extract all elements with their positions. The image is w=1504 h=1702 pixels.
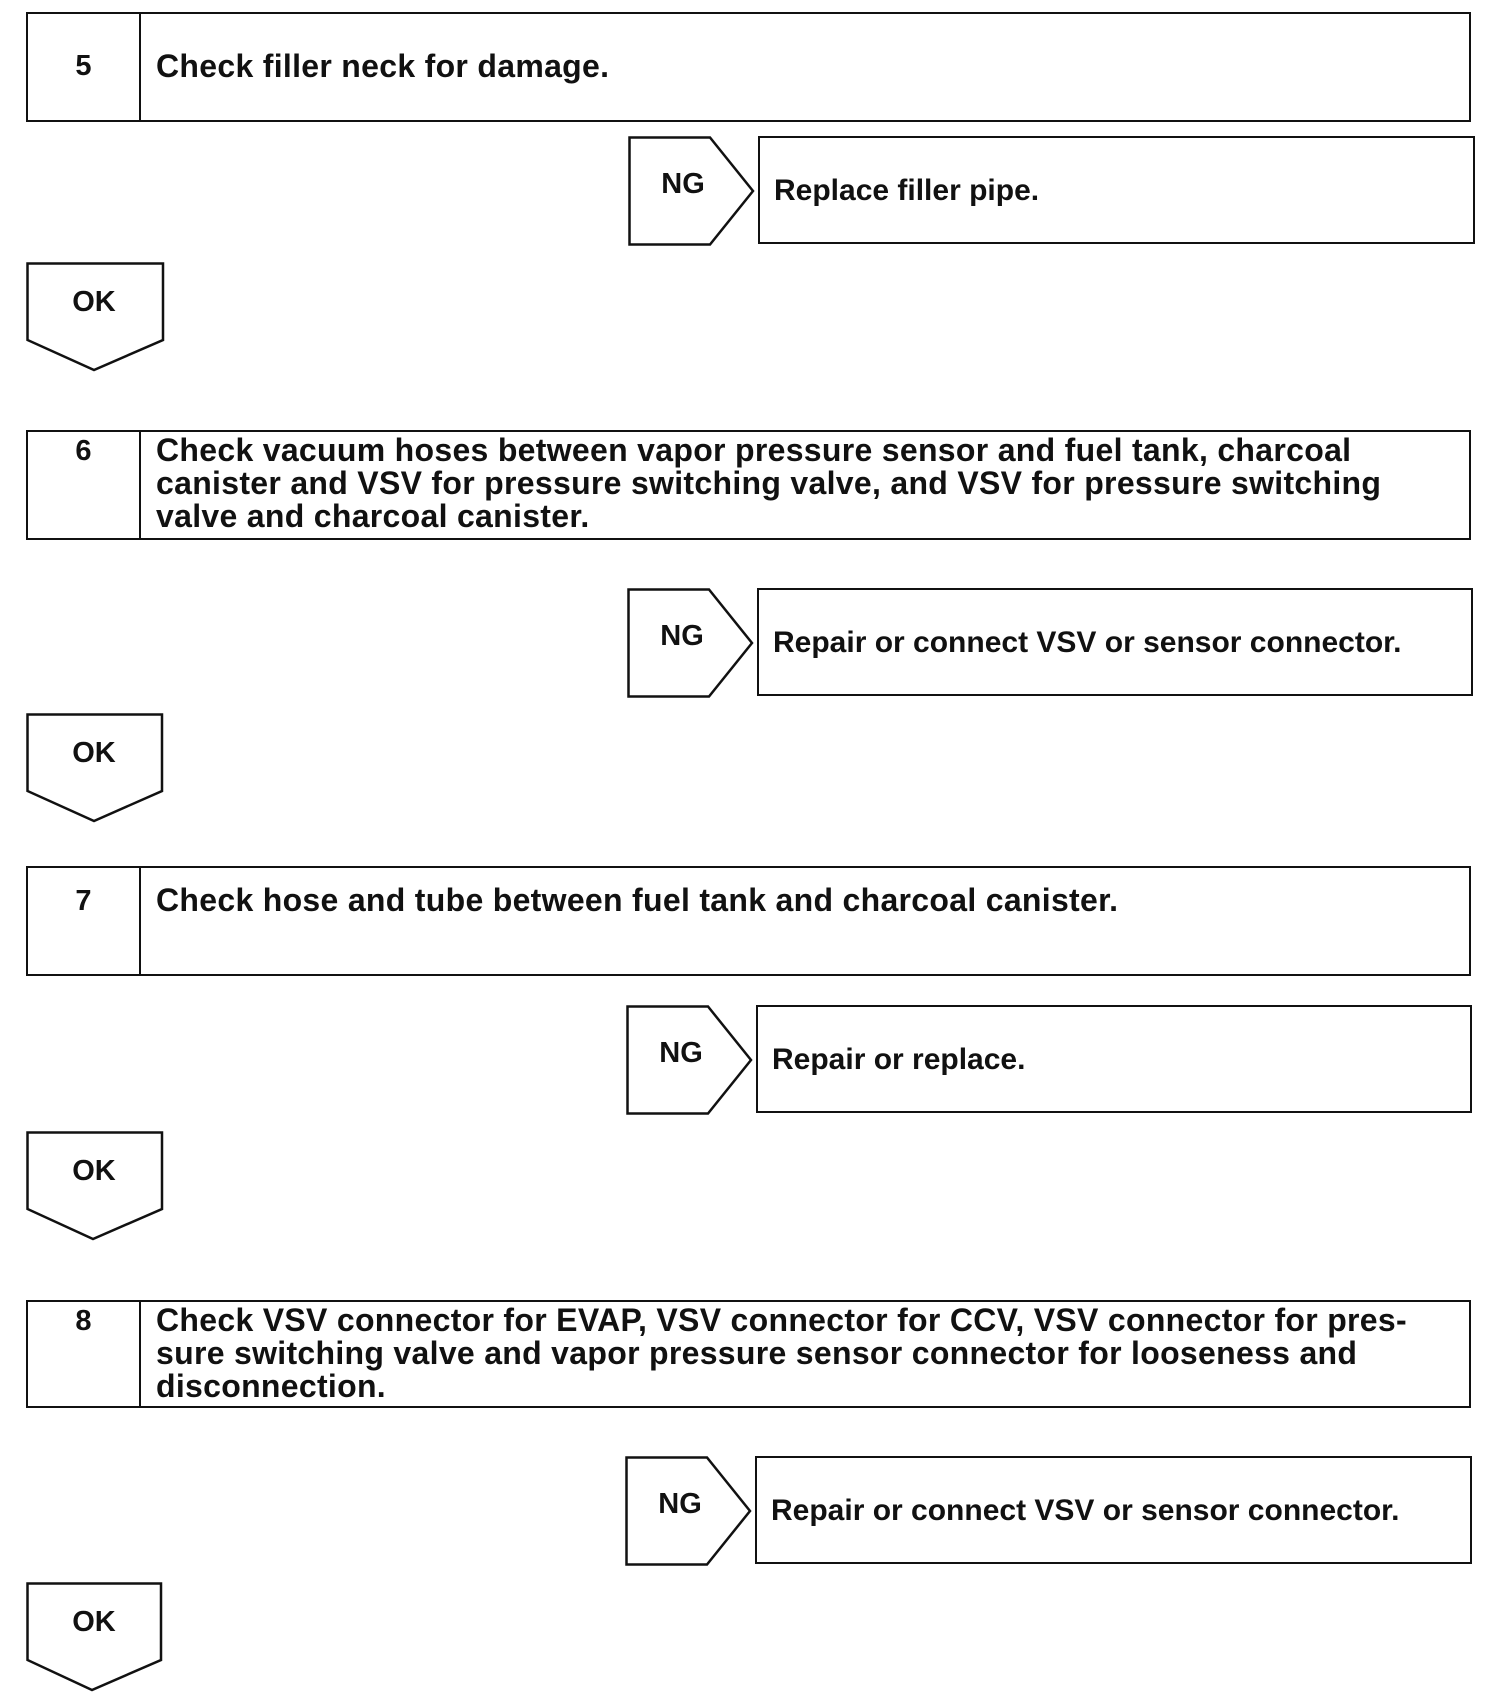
step-8-ok-tag [26, 1582, 166, 1692]
step-7-check-text: Check hose and tube between fuel tank and charcoal canister. [156, 882, 1119, 918]
step-5-ok-label: OK [72, 286, 116, 318]
step-6-box [26, 430, 1471, 540]
step-5-ng-tag [628, 136, 756, 246]
step-5-ok-tag [26, 262, 166, 372]
step-5-box [26, 12, 1471, 122]
step-7-ng-tag [626, 1005, 754, 1115]
step-6-check-line-3: valve and charcoal canister. [156, 498, 590, 534]
step-8-check-line-2: sure switching valve and vapor pressure sensor connector for looseness and [156, 1335, 1358, 1371]
step-6-number: 6 [28, 432, 141, 538]
step-8-check-text [156, 1304, 1429, 1403]
step-7-ng-action-box [756, 1005, 1472, 1113]
step-8-ng-action-text: Repair or connect VSV or sensor connector. [771, 1494, 1400, 1527]
step-8-ng-tag [625, 1456, 753, 1566]
step-6-ng-label: NG [660, 620, 704, 652]
step-8-check-line-1: Check VSV connector for EVAP, VSV connector for CCV, VSV connector for pres- [156, 1302, 1407, 1338]
step-6-ng-action-text: Repair or connect VSV or sensor connector. [773, 626, 1402, 659]
step-6-check-text [156, 434, 1429, 533]
step-8-ok-label: OK [72, 1606, 116, 1638]
step-7-ng-label: NG [659, 1037, 703, 1069]
step-6-ng-tag [627, 588, 755, 698]
step-8-check-line-3: disconnection. [156, 1368, 386, 1404]
step-6-ng-action-box [757, 588, 1473, 696]
step-5-ng-action-box [758, 136, 1475, 244]
step-7-ok-label: OK [72, 1155, 116, 1187]
step-8-ng-label: NG [658, 1488, 702, 1520]
step-6-ok-label: OK [72, 737, 116, 769]
step-6-check-line-1: Check vacuum hoses between vapor pressure sensor and fuel tank, charcoal [156, 432, 1352, 468]
step-6-ok-tag [26, 713, 166, 823]
step-8-box [26, 1300, 1471, 1408]
step-7-ok-tag [26, 1131, 166, 1241]
step-6-check-line-2: canister and VSV for pressure switching valve, and VSV for pressure switching [156, 465, 1382, 501]
step-7-number: 7 [28, 868, 141, 974]
step-8-number: 8 [28, 1302, 141, 1406]
step-5-check-text: Check filler neck for damage. [156, 48, 610, 84]
step-5-ng-label: NG [661, 168, 705, 200]
step-5-number: 5 [28, 14, 141, 120]
step-5-ng-action-text: Replace filler pipe. [774, 174, 1040, 207]
step-7-box [26, 866, 1471, 976]
step-8-ng-action-box [755, 1456, 1472, 1564]
step-7-ng-action-text: Repair or replace. [772, 1043, 1026, 1076]
